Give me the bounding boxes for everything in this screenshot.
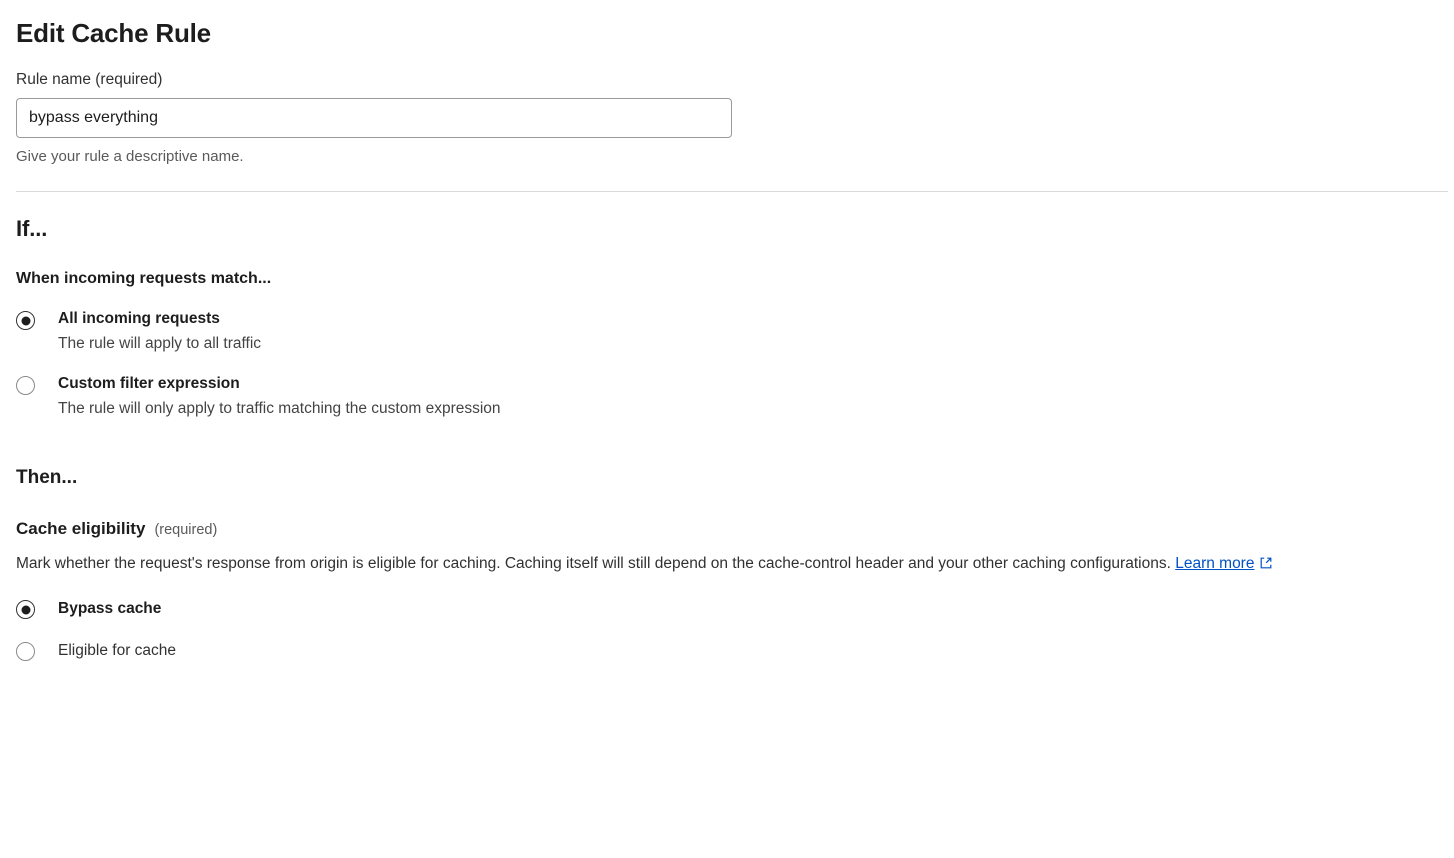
then-section-heading: Then... — [16, 466, 78, 488]
external-link-icon[interactable] — [1259, 555, 1273, 577]
rule-name-helper-text: Give your rule a descriptive name. — [16, 148, 244, 165]
incoming-requests-subheading: When incoming requests match... — [16, 270, 272, 287]
rule-name-label: Rule name (required) — [16, 71, 163, 88]
learn-more-link[interactable]: Learn more — [1175, 554, 1255, 572]
rule-name-field-group — [16, 71, 1438, 165]
radio-label-all-incoming-requests: All incoming requests — [58, 310, 220, 327]
radio-icon-eligible-for-cache[interactable] — [16, 642, 35, 661]
section-divider — [16, 191, 1448, 192]
rule-name-input[interactable] — [16, 98, 732, 138]
cache-eligibility-description-text: Mark whether the request's response from origin is eligible for caching. Caching itself will still depend on the cache-control header and your other caching configurations. — [16, 554, 1171, 572]
incoming-requests-radio-group — [16, 310, 1438, 419]
radio-option-eligible-for-cache[interactable] — [16, 641, 1438, 661]
radio-option-custom-filter-expression[interactable] — [16, 375, 1438, 418]
page-title: Edit Cache Rule — [16, 18, 211, 48]
cache-eligibility-description — [16, 553, 1436, 577]
radio-description-custom-filter-expression: The rule will only apply to traffic matching the custom expression — [58, 400, 501, 418]
radio-option-bypass-cache[interactable] — [16, 599, 1438, 619]
radio-icon-custom-filter-expression[interactable] — [16, 376, 35, 395]
radio-icon-all-incoming-requests[interactable] — [16, 311, 35, 330]
radio-description-all-incoming-requests: The rule will apply to all traffic — [58, 334, 262, 352]
cache-eligibility-header — [16, 519, 1438, 539]
cache-eligibility-required-note: (required) — [154, 521, 218, 538]
cache-eligibility-radio-group — [16, 599, 1438, 661]
radio-label-custom-filter-expression: Custom filter expression — [58, 375, 240, 393]
radio-icon-bypass-cache[interactable] — [16, 600, 35, 619]
radio-option-all-incoming-requests[interactable] — [16, 310, 1438, 353]
cache-eligibility-title: Cache eligibility — [16, 518, 146, 538]
radio-label-eligible-for-cache: Eligible for cache — [58, 642, 177, 660]
if-section-heading: If... — [16, 216, 48, 241]
radio-label-bypass-cache: Bypass cache — [58, 600, 162, 618]
